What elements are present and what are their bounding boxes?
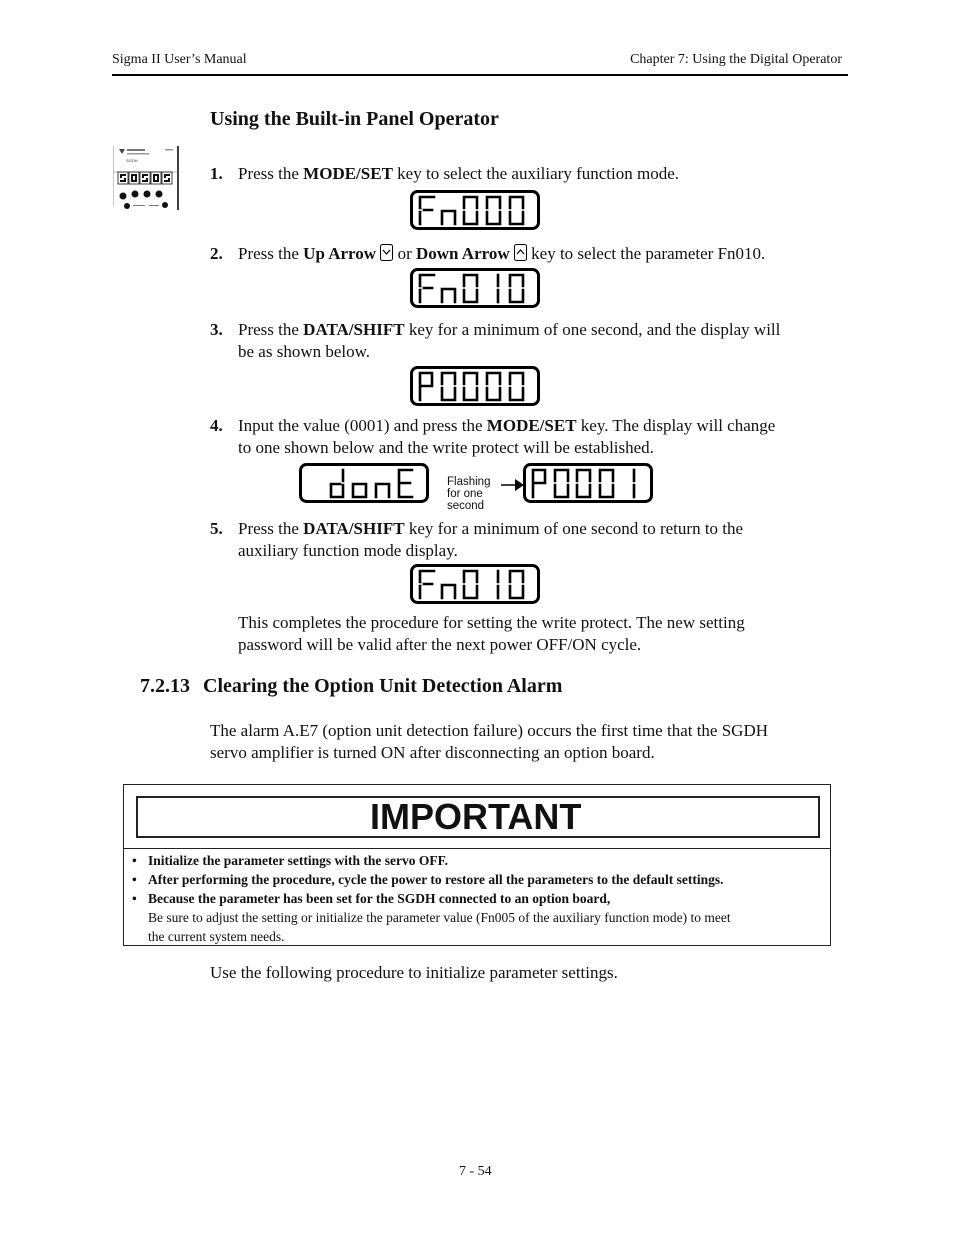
step-text: key. The display will change xyxy=(576,416,776,435)
key-name: Up Arrow xyxy=(303,244,377,263)
step-number: 4. xyxy=(210,416,223,435)
important-list xyxy=(132,851,822,946)
key-name: Down Arrow xyxy=(415,244,510,263)
step-5 xyxy=(210,518,850,560)
important-item-continuation: Be sure to adjust the setting or initialize the parameter value (Fn005 of the auxiliary function mode) to meet xyxy=(148,910,731,925)
completion-line: This completes the procedure for setting the write protect. The new setting xyxy=(238,613,745,632)
step-number: 2. xyxy=(210,244,223,263)
subsection-heading xyxy=(140,675,562,698)
step-text: Press the xyxy=(238,164,304,183)
lcd-display-fn000 xyxy=(410,190,540,230)
important-title: IMPORTANT xyxy=(370,796,582,837)
lcd-display-p0001 xyxy=(523,463,653,503)
alarm-description-line: The alarm A.E7 (option unit detection failure) occurs the first time that the SGDH xyxy=(210,721,769,740)
key-name: DATA/SHIFT xyxy=(303,320,405,339)
lcd-display-fn010 xyxy=(410,564,540,604)
subsection-title: Clearing the Option Unit Detection Alarm xyxy=(203,675,563,697)
step-text: Press the xyxy=(238,320,304,339)
lcd-display-p0000 xyxy=(410,366,540,406)
step-text: to one shown below and the write protect will be established. xyxy=(238,438,654,457)
header-rule xyxy=(112,74,848,76)
flashing-note-line: second xyxy=(447,500,485,512)
alarm-description-line: servo amplifier is turned ON after disconnecting an option board. xyxy=(210,743,655,762)
lcd-display-done xyxy=(299,463,429,503)
step-text: or xyxy=(393,244,416,263)
key-name: DATA/SHIFT xyxy=(303,519,405,538)
important-item-text: Initialize the parameter settings with the servo OFF. xyxy=(148,853,448,868)
step-text: key to select the auxiliary function mode. xyxy=(392,164,679,183)
key-name: MODE/SET xyxy=(486,416,577,435)
panel-label: SGDH xyxy=(126,158,138,163)
important-title-box xyxy=(136,796,820,838)
step-text: Input the value (0001) and press the xyxy=(238,416,487,435)
flashing-note-line: Flashing xyxy=(447,476,491,488)
important-item xyxy=(132,851,822,870)
lcd-display-fn010 xyxy=(410,268,540,308)
step-text: Press the xyxy=(238,244,304,263)
step-number: 3. xyxy=(210,320,223,339)
right-arrow-icon xyxy=(501,478,525,497)
bullet: • xyxy=(132,853,137,868)
step-number: 1. xyxy=(210,164,223,183)
built-in-panel-operator-icon xyxy=(113,146,181,217)
subsection-number: 7.2.13 xyxy=(140,675,190,697)
procedure-intro: Use the following procedure to initialize parameter settings. xyxy=(210,963,618,982)
completion-line: password will be valid after the next power OFF/ON cycle. xyxy=(238,635,642,654)
step-2 xyxy=(210,243,850,265)
down-arrow-key-icon xyxy=(514,244,527,267)
step-text: key for a minimum of one second to return to the xyxy=(404,519,744,538)
important-item-continuation: the current system needs. xyxy=(148,929,285,944)
bullet: • xyxy=(132,891,137,906)
step-4 xyxy=(210,415,850,457)
step-text: be as shown below. xyxy=(238,342,371,361)
important-item-text: Because the parameter has been set for the SGDH connected to an option board, xyxy=(148,891,611,906)
important-item-text: After performing the procedure, cycle the power to restore all the parameters to the default settings. xyxy=(148,872,724,887)
key-name: MODE/SET xyxy=(303,164,393,183)
step-text: Press the xyxy=(238,519,304,538)
section-title: Using the Built-in Panel Operator xyxy=(210,108,499,130)
step-number: 5. xyxy=(210,519,223,538)
flashing-note xyxy=(447,476,490,512)
alarm-description xyxy=(210,720,768,764)
important-item xyxy=(132,889,822,946)
completion-text xyxy=(238,612,745,656)
step-1 xyxy=(210,163,850,185)
important-box xyxy=(123,784,831,946)
step-3 xyxy=(210,319,850,361)
step-text: auxiliary function mode display. xyxy=(238,541,458,560)
step-text: key to select the parameter Fn010. xyxy=(526,244,766,263)
step-text: key for a minimum of one second, and the display will xyxy=(404,320,781,339)
running-header-left: Sigma II User’s Manual xyxy=(112,52,247,67)
important-item xyxy=(132,870,822,889)
page-number: 7 - 54 xyxy=(459,1164,492,1179)
flashing-note-line: for one xyxy=(447,488,483,500)
up-arrow-key-icon xyxy=(380,244,393,267)
important-separator xyxy=(124,848,830,849)
running-header-right: Chapter 7: Using the Digital Operator xyxy=(630,52,842,67)
bullet: • xyxy=(132,872,137,887)
